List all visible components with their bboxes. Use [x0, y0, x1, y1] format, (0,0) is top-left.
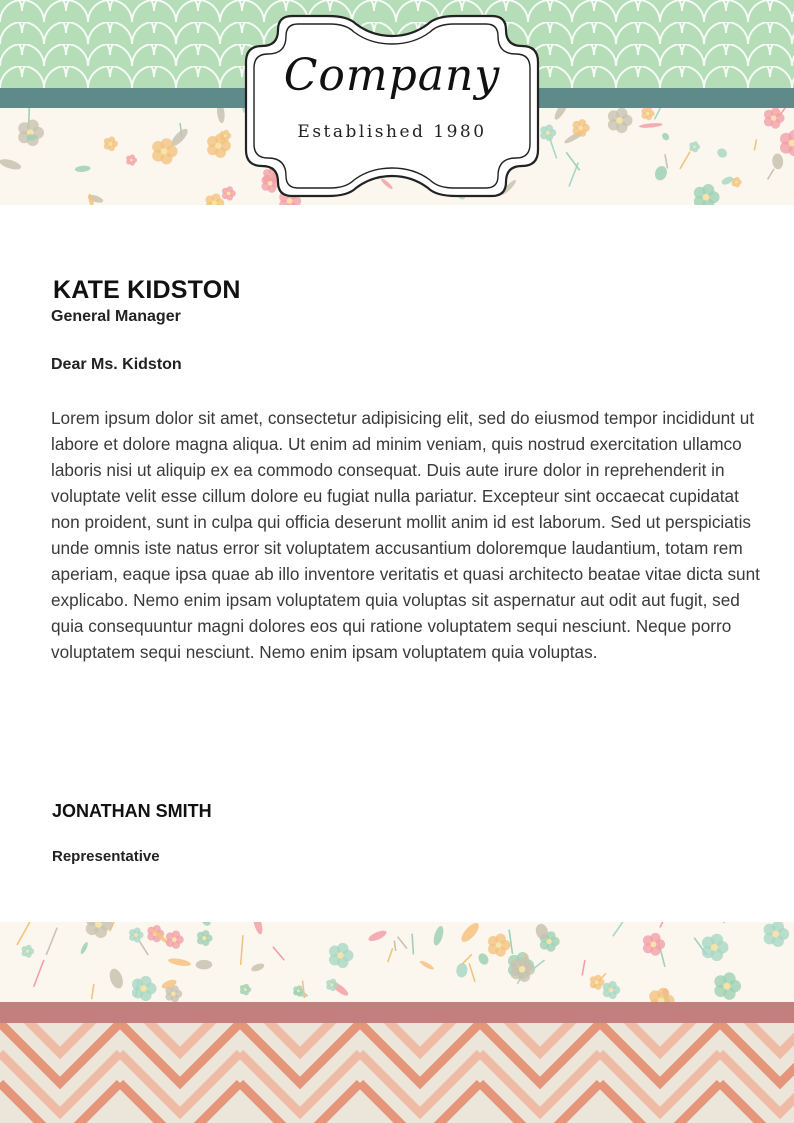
floral-pattern-bottom: [0, 922, 794, 1002]
sender-name: JONATHAN SMITH: [52, 801, 212, 821]
salutation: Dear Ms. Kidston: [51, 356, 182, 373]
recipient-name: KATE KIDSTON: [53, 276, 241, 304]
sender-title: Representative: [52, 848, 160, 865]
established-tagline: Established 1980: [297, 122, 487, 142]
letter-body: Lorem ipsum dolor sit amet, consectetur adipisicing elit, sed do eiusmod tempor incididunt ut labore et dolore magna aliqua. Ut enim ad minim veniam, quis nostrud exercitation ullamco laboris nisi ut aliquip ex ea commodo consequat. Duis aute irure dolor in reprehenderit in voluptate velit esse cillum dolore eu fugiat nulla pariatur. Excepteur sint occaecat cupidatat non proident, sunt in culpa qui officia deserunt mollit anim id est laborum. Sed ut perspiciatis unde omnis iste natus error sit voluptatem accusantium doloremque laudantium, totam rem aperiam, eaque ipsa quae ab illo inventore veritatis et quasi architecto beatae vitae dicta sunt explicabo. Nemo enim ipsam voluptatem quia voluptas sit aspernatur aut odit aut fugit, sed quia consequuntur magni dolores eos qui ratione voluptatem sequi nesciunt. Neque porro voluptatem sequi nesciunt. Nemo enim ipsam voluptatem quia voluptas.: [51, 408, 760, 662]
chevron-pattern-band: [0, 1023, 794, 1123]
company-name: Company: [283, 50, 501, 101]
company-logo-badge: [238, 12, 546, 200]
footer-stripe: [0, 1002, 794, 1023]
recipient-title: General Manager: [51, 308, 181, 325]
letterhead-header: [0, 0, 794, 205]
